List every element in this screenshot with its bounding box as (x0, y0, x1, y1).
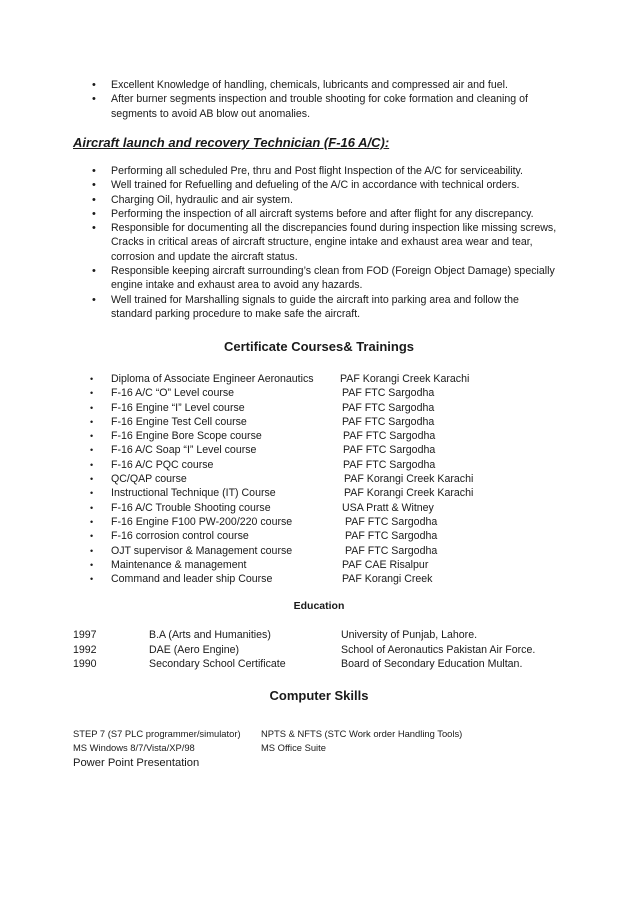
certificate-place: PAF FTC Sargodha (343, 444, 436, 457)
certificate-name: F-16 Engine F100 PW-200/220 course (111, 515, 293, 528)
education-institute: Board of Secondary Education Multan. (341, 658, 523, 670)
bullet-icon: • (90, 374, 94, 384)
bullet-icon: • (90, 459, 94, 470)
certificate-name: F-16 A/C Soap “I” Level course (111, 444, 257, 457)
table-row (73, 657, 553, 672)
list-item: • Excellent Knowledge of handling, chemicals, lubricants and compressed air and fuel. (92, 78, 552, 92)
certificate-row (90, 572, 510, 586)
bullet-icon: • (90, 402, 94, 413)
certificate-place: PAF FTC Sargodha (345, 544, 438, 557)
certificate-place: PAF FTC Sargodha (342, 387, 435, 400)
skill-item: MS Office Suite (261, 742, 326, 753)
certificate-place: PAF Korangi Creek (342, 573, 433, 586)
certificate-row (90, 443, 510, 457)
list-item: • Well trained for Refuelling and defueling of the A/C in accordance with technical orders. (92, 178, 562, 192)
certificate-place: PAF Korangi Creek Karachi (344, 473, 474, 486)
certificate-place: PAF FTC Sargodha (343, 458, 436, 471)
table-row (73, 643, 553, 658)
bullet-icon: • (90, 502, 94, 513)
bullet-icon: • (90, 416, 94, 427)
skill-item: NPTS & NFTS (STC Work order Handling Tools) (261, 728, 463, 739)
education-year: 1990 (73, 658, 97, 670)
certificate-place: PAF CAE Risalpur (342, 558, 429, 571)
list-item: • Responsible for documenting all the discrepancies found during inspection like missing screws, Cracks in critical areas of aircraft structure, engine intake and exhaust area wear and tear, corrosion and update the aircraft status. (92, 221, 562, 264)
bullet-icon: • (90, 531, 94, 542)
certificate-place: PAF Korangi Creek Karachi (340, 373, 470, 385)
education-degree: Secondary School Certificate (149, 658, 286, 670)
certificate-place: USA Pratt & Witney (342, 501, 434, 514)
skill-item: MS Windows 8/7/Vista/XP/98 (73, 742, 195, 753)
certificate-place: PAF FTC Sargodha (343, 430, 436, 443)
list-item: • Charging Oil, hydraulic and air system. (92, 193, 562, 207)
bullet-icon: • (90, 545, 94, 556)
certificate-name: F-16 A/C “O” Level course (111, 387, 235, 400)
education-degree: B.A (Arts and Humanities) (149, 629, 271, 641)
certificate-row (90, 544, 510, 558)
education-year: 1997 (73, 629, 97, 641)
certificates-heading: Certificate Courses& Trainings (224, 339, 414, 354)
technician-section-title: Aircraft launch and recovery Technician (F-16 A/C): (73, 135, 390, 150)
certificate-row (90, 558, 510, 572)
bullet-icon: • (90, 516, 94, 527)
certificate-name: F-16 Engine Test Cell course (111, 415, 247, 428)
certificate-place: PAF Korangi Creek Karachi (344, 487, 474, 500)
certificate-name: F-16 A/C Trouble Shooting course (111, 501, 271, 514)
certificate-name: F-16 Engine Bore Scope course (111, 430, 262, 443)
certificate-row (90, 529, 510, 543)
technician-duties-list (92, 164, 562, 321)
list-item: • Responsible keeping aircraft surrounding’s clean from FOD (Foreign Object Damage) specially engine intake and exhaust area to avoid any hazards. (92, 264, 562, 293)
certificate-row (90, 372, 510, 386)
education-year: 1992 (73, 643, 97, 656)
list-item: • Well trained for Marshalling signals to guide the aircraft into parking area and follow the standard parking procedure to make safe the aircraft. (92, 293, 562, 322)
certificate-list (90, 372, 510, 586)
certificate-name: Maintenance & management (111, 558, 247, 571)
certificate-row (90, 472, 510, 486)
list-item: • Performing the inspection of all aircraft systems before and after flight for any discrepancy. (92, 207, 562, 221)
certificate-name: Diploma of Associate Engineer Aeronautics (111, 373, 314, 385)
bullet-icon: • (90, 488, 94, 499)
certificate-name: QC/QAP course (111, 473, 187, 486)
certificate-name: F-16 A/C PQC course (111, 458, 214, 471)
certificate-name: Command and leader ship Course (111, 573, 273, 586)
bullet-icon: • (90, 474, 94, 485)
bullet-icon: • (90, 574, 94, 585)
certificate-place: PAF FTC Sargodha (345, 530, 438, 543)
bullet-icon: • (90, 559, 94, 570)
certificate-place: PAF FTC Sargodha (342, 401, 435, 414)
education-table (73, 628, 553, 672)
computer-skills-list (73, 727, 553, 771)
certificate-row (90, 415, 510, 429)
education-institute: University of Punjab, Lahore. (341, 629, 478, 641)
skills-row (73, 741, 553, 755)
bullet-icon: • (90, 445, 94, 456)
certificate-row (90, 429, 510, 443)
certificate-row (90, 515, 510, 529)
education-heading: Education (293, 600, 345, 612)
certificate-row (90, 401, 510, 415)
table-row (73, 628, 553, 643)
list-item: • Performing all scheduled Pre, thru and Post flight Inspection of the A/C for serviceability. (92, 164, 562, 178)
certificate-name: Instructional Technique (IT) Course (111, 487, 276, 500)
certificate-row (90, 386, 510, 400)
certificate-place: PAF FTC Sargodha (342, 415, 435, 428)
bullet-icon: • (90, 431, 94, 442)
skills-row (73, 727, 553, 741)
certificate-place: PAF FTC Sargodha (345, 515, 438, 528)
certificate-name: F-16 corrosion control course (111, 530, 249, 543)
certificate-row (90, 501, 510, 515)
certificate-name: OJT supervisor & Management course (111, 544, 293, 557)
skill-item: Power Point Presentation (73, 757, 200, 769)
certificate-row (90, 458, 510, 472)
top-bullet-list (92, 78, 552, 121)
certificate-name: F-16 Engine “I” Level course (111, 401, 245, 414)
certificate-row (90, 486, 510, 500)
list-item: • After burner segments inspection and trouble shooting for coke formation and cleaning of segments to avoid AB blow out anomalies. (92, 92, 552, 121)
bullet-icon: • (90, 388, 94, 399)
skill-item: STEP 7 (S7 PLC programmer/simulator) (73, 728, 241, 739)
education-institute: School of Aeronautics Pakistan Air Force. (341, 643, 536, 656)
education-degree: DAE (Aero Engine) (149, 643, 240, 656)
computer-skills-heading: Computer Skills (269, 688, 369, 703)
